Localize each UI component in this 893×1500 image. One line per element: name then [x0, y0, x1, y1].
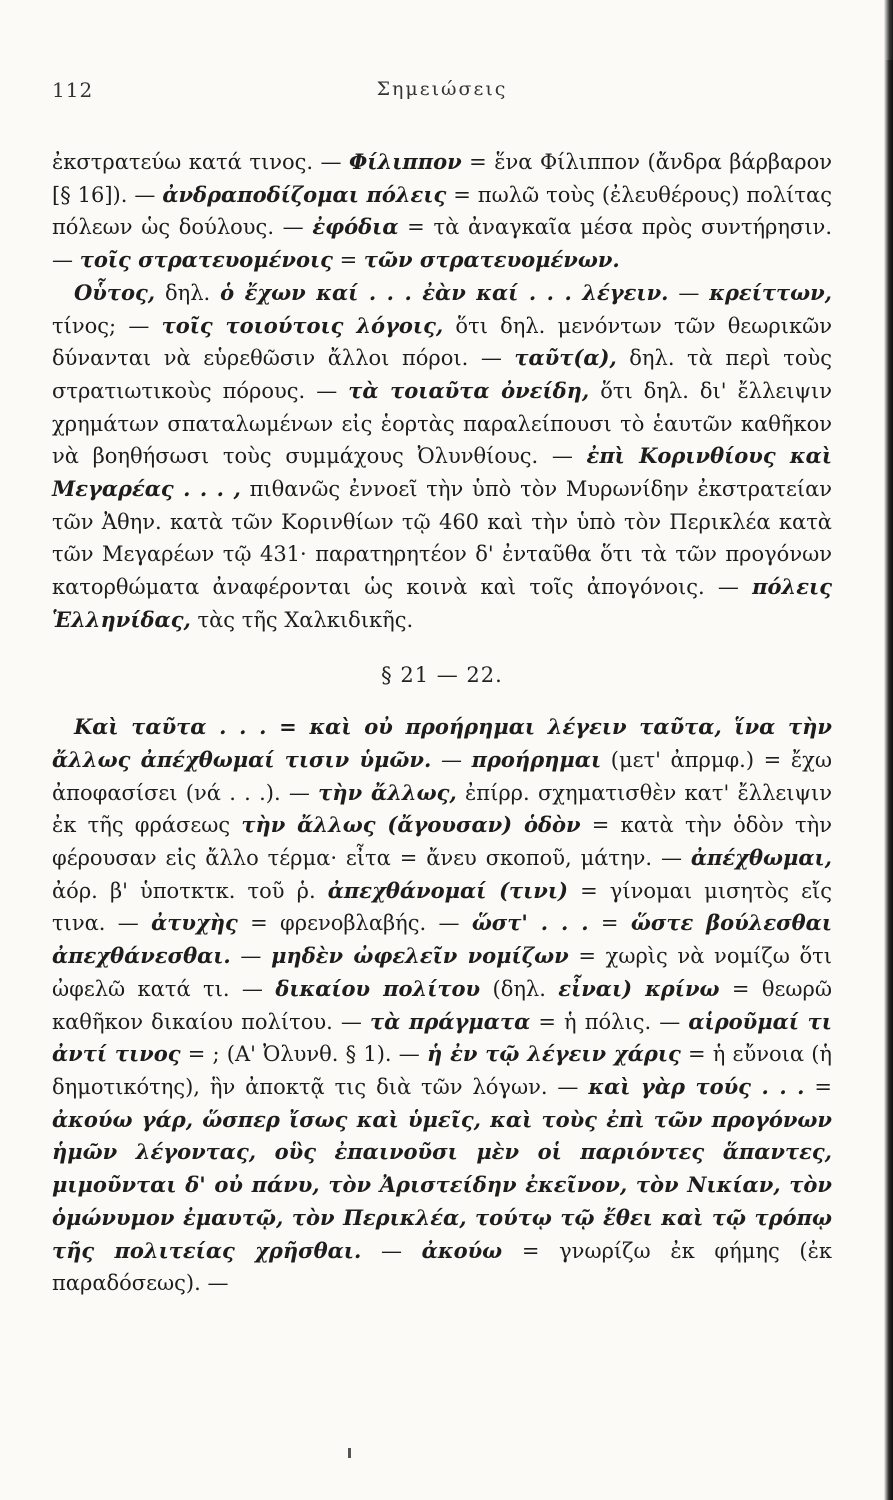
- emphasized-term: ἐφόδια: [312, 214, 399, 240]
- page-header: [52, 78, 832, 108]
- text-run: δηλ. τὰ περὶ τοὺς στρατιωτικοὺς πόρους. —: [52, 346, 832, 403]
- text-run: = πωλῶ τοὺς (ἐλευθέρους) πολίτας πόλεων ὡς δούλους. —: [52, 182, 832, 240]
- emphasized-term: ὁ ἔχων καί . . . ἐὰν καί . . . λέγειν.: [220, 279, 669, 305]
- emphasized-term: αἱροῦμαί τι ἀντί τινος: [52, 1008, 832, 1067]
- text-run: = τὰ ἀναγκαῖα μέσα πρὸς συντήρησιν. —: [52, 215, 832, 273]
- emphasized-term: τὴν ἄλλως,: [318, 779, 457, 805]
- emphasized-term: πόλεις Ἑλληνίδας,: [52, 574, 832, 632]
- page-number: 112: [52, 78, 94, 102]
- emphasized-term: ἐπὶ Κορινθίους καὶ Μεγαρέας . . . ,: [52, 443, 832, 502]
- text-run: —: [668, 280, 710, 305]
- emphasized-term: ἀπέχθωμαι,: [690, 845, 832, 871]
- text-run: ἀόρ. β' ὑποτκτκ. τοῦ ῥ.: [52, 878, 328, 903]
- text-run: πιθανῶς ἐννοεῖ τὴν ὑπὸ τὸν Μυρωνίδην ἐκστρατείαν τῶν Ἀθην. κατὰ τῶν Κορινθίων τῷ 460 καὶ τὴν ὑπὸ τὸν Περικλέα κατὰ τῶν Μεγαρέων τῷ 431· παρατηρητέον δ' ἐνταῦθα ὅτι τὰ τῶν προγόνων κατορθώματα ἀναφέρονται ὡς κοινὰ καὶ τοῖς ἀπογόνοις. —: [52, 477, 833, 600]
- text-run: ὅτι δηλ. μενόντων τῶν θεωρικῶν δύνανται νὰ εὑρεθῶσιν ἄλλοι πόροι. —: [52, 313, 833, 371]
- text-run: (δηλ.: [480, 976, 559, 1001]
- emphasized-term: εἶναι) κρίνω: [558, 975, 720, 1001]
- emphasized-term: ἡ ἐν τῷ λέγειν χάρις: [427, 1041, 681, 1067]
- emphasized-term: ἀπεχθάνομαί (τινι): [327, 877, 568, 903]
- emphasized-term: ἀκούω γάρ, ὥσπερ ἴσως καὶ ὑμεῖς, καὶ τοὺς ἐπὶ τῶν προγόνων ἡμῶν λέγοντας, οὓς ἐπαινοῦσι μὲν οἱ παριόντες ἅπαντες, μιμοῦνται δ' οὐ πάνυ, τὸν Ἀριστείδην ἐκεῖνον, τὸν Νικίαν, τὸν ὁμώνυμον ἐμαυτῷ, τὸν Περικλέα, τούτῳ τῷ ἔθει καὶ τῷ τρόπῳ τῆς πολιτείας χρῆσθαι.: [52, 1106, 832, 1263]
- emphasized-term: Φίλιππον: [349, 149, 462, 174]
- section-heading: § 21 — 22.: [381, 662, 503, 687]
- text-run: =: [804, 1074, 832, 1099]
- emphasized-term: ὥστε βούλεσθαι ἀπεχθάνεσθαι.: [52, 910, 832, 969]
- emphasized-term: καὶ γὰρ τούς . . .: [588, 1073, 805, 1099]
- text-run: = ἕνα Φίλιππον (ἄνδρα βάρβαρον [§ 16]). —: [52, 150, 832, 207]
- page-body: [52, 146, 832, 1300]
- text-run: τίνος; —: [52, 313, 162, 338]
- text-run: = γίνομαι μισητὸς εἴς τινα. —: [52, 878, 832, 936]
- text-run: —: [230, 944, 272, 969]
- emphasized-term: ταῦτ(α),: [514, 345, 617, 371]
- page-edge-shadow: [884, 60, 893, 1500]
- emphasized-term: δικαίου πολίτου: [275, 975, 481, 1001]
- text-run: δηλ.: [155, 280, 221, 305]
- text-run: ἐπίρρ. σχηματισθὲν κατ' ἔλλειψιν ἐκ τῆς φράσεως: [52, 780, 832, 838]
- emphasized-term: τὴν ἄλλως (ἄγουσαν) ὁδὸν: [241, 812, 581, 838]
- text-run: ἐκστρατεύω κατά τινος. —: [52, 150, 350, 174]
- text-run: ὅτι δηλ. δι' ἔλλειψιν χρημάτων σπαταλωμένων εἰς ἑορτὰς παραλείπουσι τὸ ἑαυτῶν καθῆκον νὰ βοηθήσωσι τοὺς συμμάχους Ὀλυνθίους. —: [52, 378, 833, 469]
- emphasized-term: τοῖς στρατευομένοις: [79, 247, 333, 273]
- text-run: = κατὰ τὴν ὁδὸν τὴν φέρουσαν εἰς ἄλλο τέρμα· εἶτα = ἄνευ σκοποῦ, μάτην. —: [52, 813, 833, 871]
- paragraph-notes-2: [52, 277, 832, 637]
- paragraph-notes-1: [52, 146, 832, 277]
- emphasized-term: ἀνδραποδίζομαι πόλεις: [162, 181, 447, 207]
- emphasized-term: Οὗτος,: [74, 279, 156, 305]
- text-run: = φρενοβλαβής. —: [237, 911, 472, 936]
- emphasized-term: προήρημαι: [471, 746, 602, 772]
- text-run: = ; (Α' Ὀλυνθ. § 1). —: [180, 1042, 427, 1067]
- print-mark: [348, 1448, 351, 1458]
- text-run: =: [588, 911, 631, 936]
- text-run: —: [431, 747, 472, 772]
- emphasized-term: ἀκούω: [421, 1237, 503, 1263]
- emphasized-term: τὰ πράγματα: [370, 1008, 531, 1034]
- text-run: = ἡ εὔνοια (ἡ δημοτικότης), ἣν ἀποκτᾷ τις διὰ τῶν λόγων. —: [52, 1042, 833, 1099]
- text-run: = γνωρίζω ἐκ φήμης (ἐκ παραδόσεως). —: [52, 1238, 832, 1296]
- text-run: = ἡ πόλις. —: [530, 1009, 689, 1034]
- emphasized-term: Καὶ ταῦτα . . . = καὶ οὐ προήρημαι λέγειν ταῦτα, ἵνα τὴν ἄλλως ἀπέχθωμαί τισιν ὑμῶν.: [52, 714, 832, 772]
- emphasized-term: ὥστ' . . .: [471, 910, 589, 936]
- text-run: = θεωρῶ καθῆκον δικαίου πολίτου. —: [52, 976, 832, 1034]
- emphasized-term: τοῖς τοιούτοις λόγοις,: [161, 312, 444, 338]
- text-run: τὰς τῆς Χαλκιδικῆς.: [190, 607, 414, 632]
- paragraph-notes-3: [52, 711, 832, 1300]
- text-run: (μετ' ἀπρμφ.) = ἔχω ἀποφασίσει (νά . . .). —: [52, 747, 833, 805]
- emphasized-term: κρείττων,: [709, 279, 832, 305]
- emphasized-term: μηδὲν ὠφελεῖν νομίζων: [271, 943, 569, 969]
- emphasized-term: τὰ τοιαῦτα ὀνείδη,: [348, 377, 590, 403]
- emphasized-term: ἀτυχὴς: [151, 910, 238, 936]
- text-run: = χωρὶς νὰ νομίζω ὅτι ὠφελῶ κατά τι. —: [52, 944, 832, 1001]
- text-run: —: [361, 1238, 422, 1263]
- emphasized-term: τῶν στρατευομένων.: [363, 247, 620, 273]
- text-run: =: [332, 248, 364, 273]
- running-title: Σημειώσεις: [376, 78, 508, 100]
